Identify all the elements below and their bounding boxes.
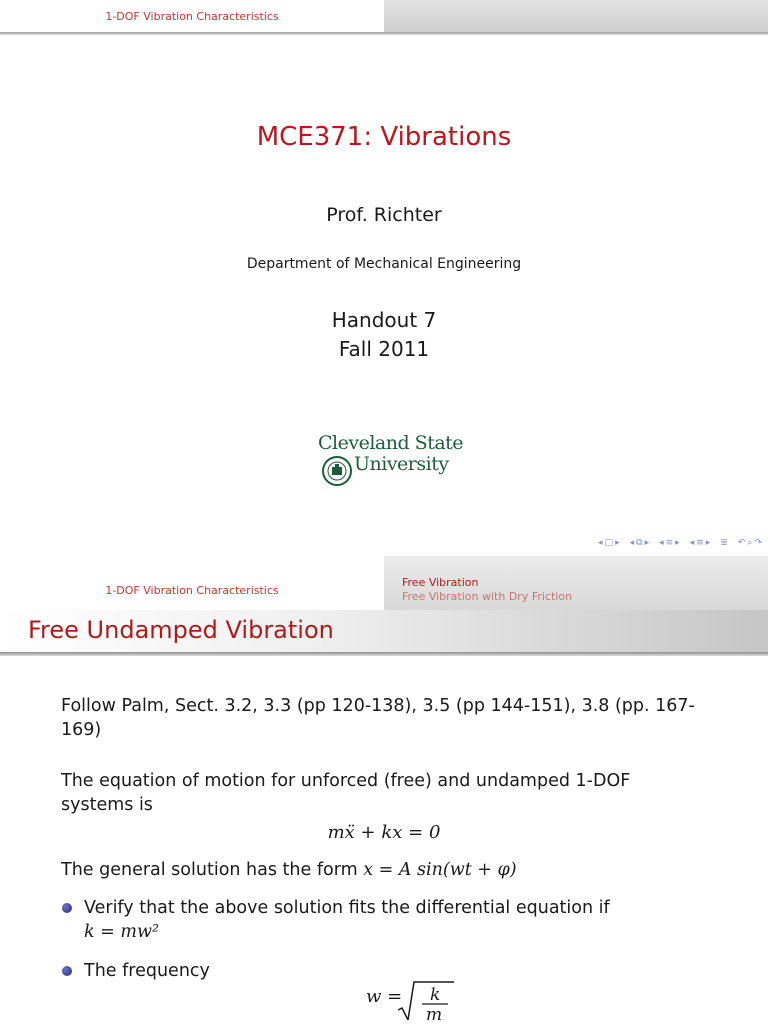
general-solution-text: The general solution has the form (61, 860, 364, 880)
general-solution-math: x = A sin(wt + φ) (363, 860, 517, 880)
bullet-1-math: k = mw² (84, 922, 159, 942)
nav-section-group[interactable] (659, 538, 680, 548)
nav-subsection-icon[interactable]: ⧉ (636, 538, 643, 548)
bullet-icon (62, 903, 72, 913)
nav-right-arrow-icon[interactable]: ▸ (615, 538, 620, 548)
paragraph-equation-intro: The equation of motion for unforced (free) and undamped 1-DOF systems is (61, 771, 631, 815)
bullet-2-text: The frequency (84, 961, 210, 981)
nav-left-arrow-icon[interactable]: ◂ (659, 538, 664, 548)
paragraph-reading: Follow Palm, Sect. 3.2, 3.3 (pp 120-138), 3.5 (pp 144-151), 3.8 (pp. 167-169) (61, 696, 695, 740)
list-item (84, 959, 684, 983)
frequency-equation (366, 985, 443, 1020)
nav-right-arrow-icon[interactable]: ▸ (705, 538, 711, 548)
header-rule (0, 32, 768, 35)
nav-back-icon[interactable]: ↶ (737, 538, 746, 548)
nav-search-icon[interactable]: ⌕ (747, 538, 753, 548)
nav-subsection-group[interactable] (630, 538, 650, 548)
presentation-title: MCE371: Vibrations (256, 122, 512, 152)
logo-line-1: Cleveland State (318, 432, 464, 454)
nav-left-arrow-icon[interactable]: ◂ (629, 538, 635, 548)
beamer-nav-bar (598, 536, 762, 550)
nav-left-arrow-icon[interactable]: ◂ (598, 538, 603, 548)
frame-title-bar (0, 610, 768, 652)
nav-right-arrow-icon[interactable]: ▸ (644, 538, 650, 548)
subsection-current[interactable]: Free Vibration (402, 576, 479, 589)
equation-of-motion: mẍ + kx = 0 (327, 822, 441, 843)
nav-frame-group[interactable] (598, 538, 620, 548)
nav-search-group[interactable] (738, 538, 762, 548)
subsection-next[interactable]: Free Vibration with Dry Friction (402, 590, 573, 603)
header-bar (0, 0, 768, 32)
nav-section-icon[interactable]: ≡ (665, 538, 674, 548)
nav-right-arrow-icon[interactable]: ▸ (675, 538, 680, 548)
frequency-equation-lhs: w = (366, 986, 403, 1007)
list-item (84, 896, 684, 944)
author: Prof. Richter (326, 204, 442, 226)
university-logo (318, 432, 464, 488)
logo-line-2: University (354, 453, 449, 475)
nav-appendix-icon[interactable]: ≣ (720, 538, 728, 548)
bullet-icon (62, 966, 72, 976)
frequency-denominator: m (426, 1005, 443, 1020)
paragraph-general-solution (61, 858, 701, 882)
subtitle (0, 306, 768, 364)
nav-frame-icon[interactable]: □ (604, 538, 614, 548)
header-section-title[interactable]: 1-DOF Vibration Characteristics (0, 556, 384, 610)
header-subsection-area (384, 0, 768, 32)
bullet-1-text: Verify that the above solution fits the differential equation if (84, 898, 610, 918)
content-slide (0, 556, 768, 1024)
frame-title-rule (0, 652, 768, 656)
subtitle-line-2: Fall 2011 (338, 337, 430, 361)
header-bar (0, 556, 768, 610)
nav-part-group[interactable] (690, 538, 711, 548)
nav-left-arrow-icon[interactable]: ◂ (689, 538, 695, 548)
square-root-icon (396, 980, 456, 1020)
frame-title: Free Undamped Vibration (28, 616, 334, 644)
institute: Department of Mechanical Engineering (246, 256, 522, 272)
header-subsection-area (384, 556, 768, 610)
subtitle-line-1: Handout 7 (331, 308, 437, 332)
header-section-title[interactable]: 1-DOF Vibration Characteristics (0, 0, 384, 32)
nav-part-icon[interactable]: ≡ (696, 538, 704, 548)
university-seal-icon (322, 456, 352, 486)
frequency-numerator: k (430, 985, 441, 1005)
nav-forward-icon[interactable]: ↷ (754, 538, 762, 548)
